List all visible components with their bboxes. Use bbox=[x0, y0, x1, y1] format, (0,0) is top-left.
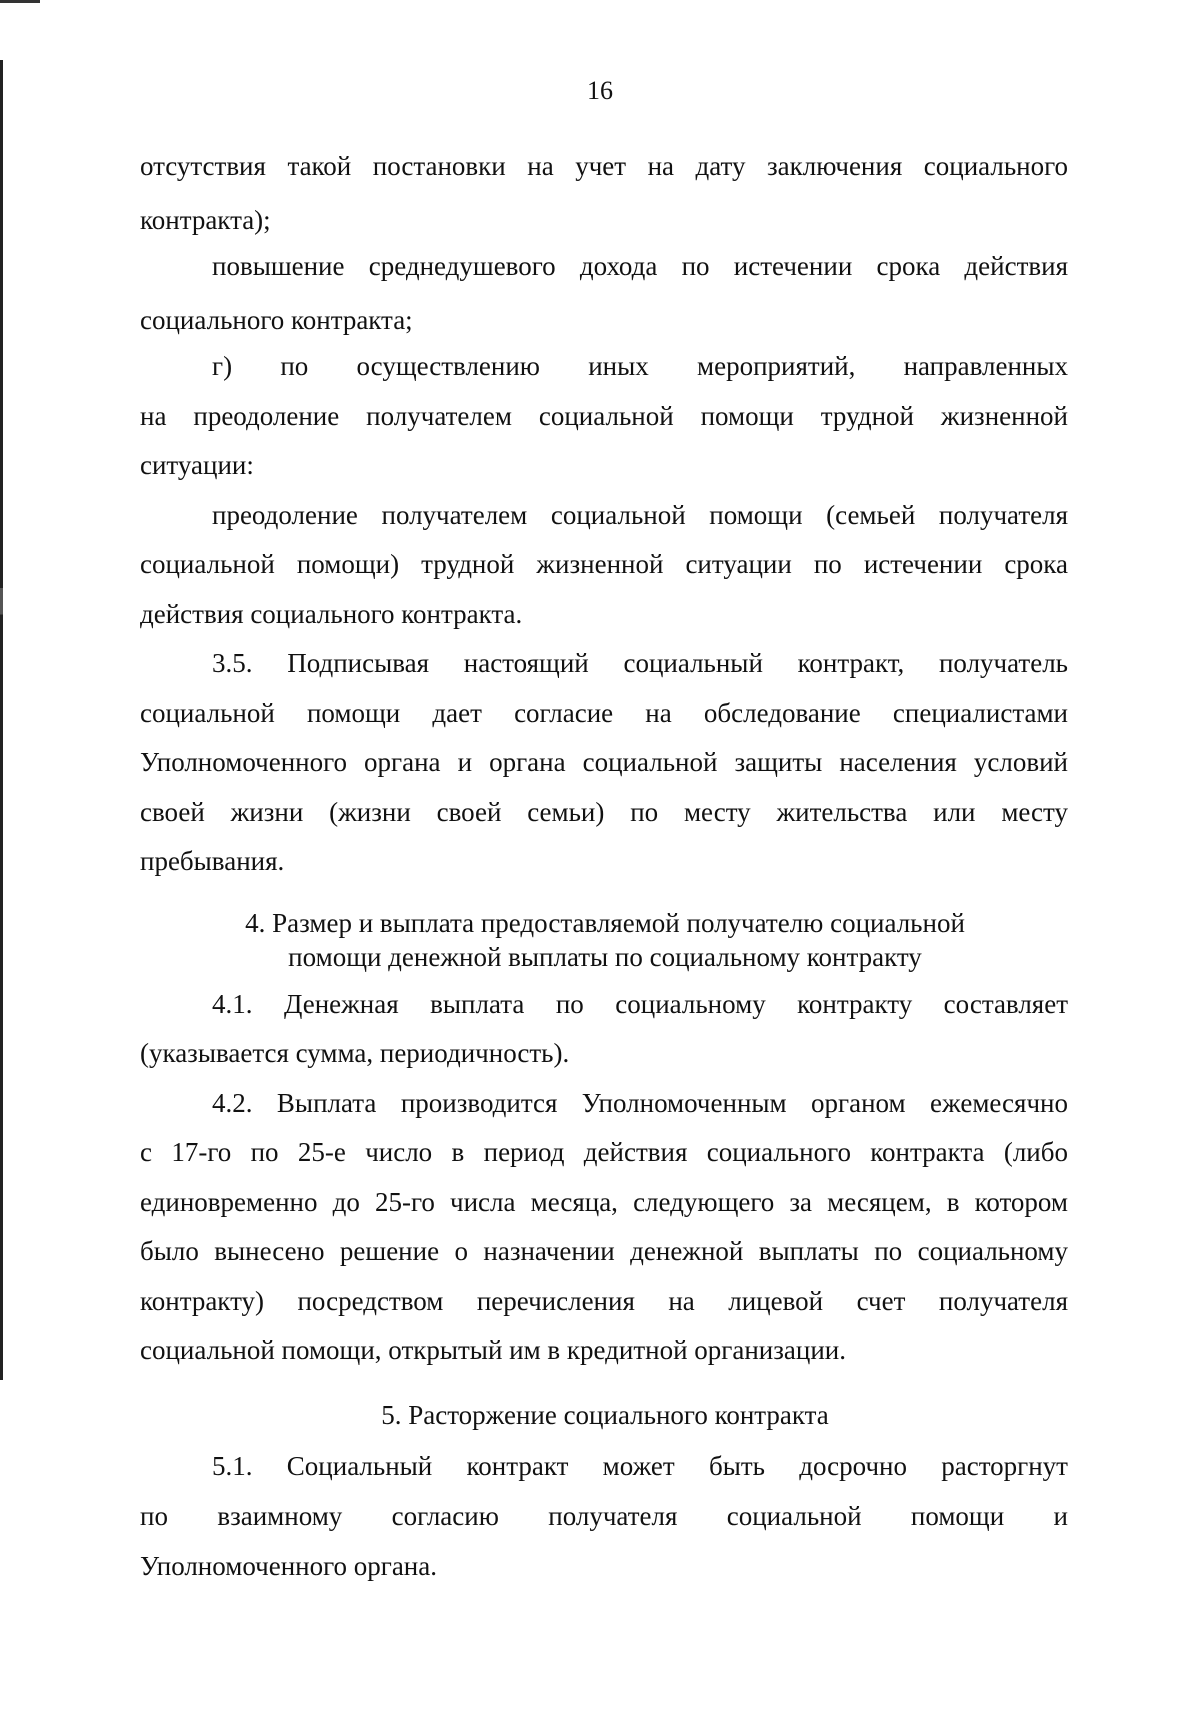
text-line: 4.1. Денежная выплата по социальному контракту составляет bbox=[212, 989, 1068, 1019]
text-line: единовременно до 25-го числа месяца, следующего за месяцем, в котором bbox=[140, 1187, 1068, 1217]
text-line: повышение среднедушевого дохода по истечении срока действия bbox=[212, 251, 1068, 281]
text-line: социальной помощи, открытый им в кредитной организации. bbox=[140, 1335, 847, 1365]
scan-edge-line bbox=[0, 60, 3, 1380]
text-line: было вынесено решение о назначении денежной выплаты по социальному bbox=[140, 1236, 1068, 1266]
section-heading: 4. Размер и выплата предоставляемой получателю социальной bbox=[245, 908, 965, 938]
section-heading: 5. Расторжение социального контракта bbox=[381, 1400, 829, 1430]
text-line: действия социального контракта. bbox=[140, 599, 523, 629]
text-line: 3.5. Подписывая настоящий социальный контракт, получатель bbox=[212, 648, 1068, 678]
text-line: контракта); bbox=[140, 205, 271, 235]
text-line: социальной помощи) трудной жизненной ситуации по истечении срока bbox=[140, 549, 1068, 579]
text-line: контракту) посредством перечисления на лицевой счет получателя bbox=[140, 1286, 1068, 1316]
scan-edge-mark bbox=[0, 0, 40, 3]
text-line: социальной помощи дает согласие на обследование специалистами bbox=[140, 698, 1068, 728]
text-line: на преодоление получателем социальной помощи трудной жизненной bbox=[140, 401, 1068, 431]
text-line: своей жизни (жизни своей семьи) по месту жительства или месту bbox=[140, 797, 1068, 827]
text-line: Уполномоченного органа и органа социальной защиты населения условий bbox=[140, 747, 1068, 777]
text-line: г) по осуществлению иных мероприятий, направленных bbox=[212, 351, 1068, 381]
text-line: ситуации: bbox=[140, 450, 254, 480]
text-line: Уполномоченного органа. bbox=[140, 1551, 437, 1581]
text-line: по взаимному согласию получателя социальной помощи и bbox=[140, 1501, 1068, 1531]
text-line: с 17-го по 25-е число в период действия социального контракта (либо bbox=[140, 1137, 1068, 1167]
section-heading: помощи денежной выплаты по социальному контракту bbox=[288, 942, 922, 972]
text-line: 4.2. Выплата производится Уполномоченным органом ежемесячно bbox=[212, 1088, 1068, 1118]
text-line: (указывается сумма, периодичность). bbox=[140, 1038, 570, 1068]
text-line: 5.1. Социальный контракт может быть досрочно расторгнут bbox=[212, 1451, 1068, 1481]
page-number: 16 bbox=[587, 76, 613, 105]
text-line: преодоление получателем социальной помощи (семьей получателя bbox=[212, 500, 1068, 530]
text-line: пребывания. bbox=[140, 846, 285, 876]
text-line: социального контракта; bbox=[140, 305, 413, 335]
text-line: отсутствия такой постановки на учет на дату заключения социального bbox=[140, 151, 1068, 181]
